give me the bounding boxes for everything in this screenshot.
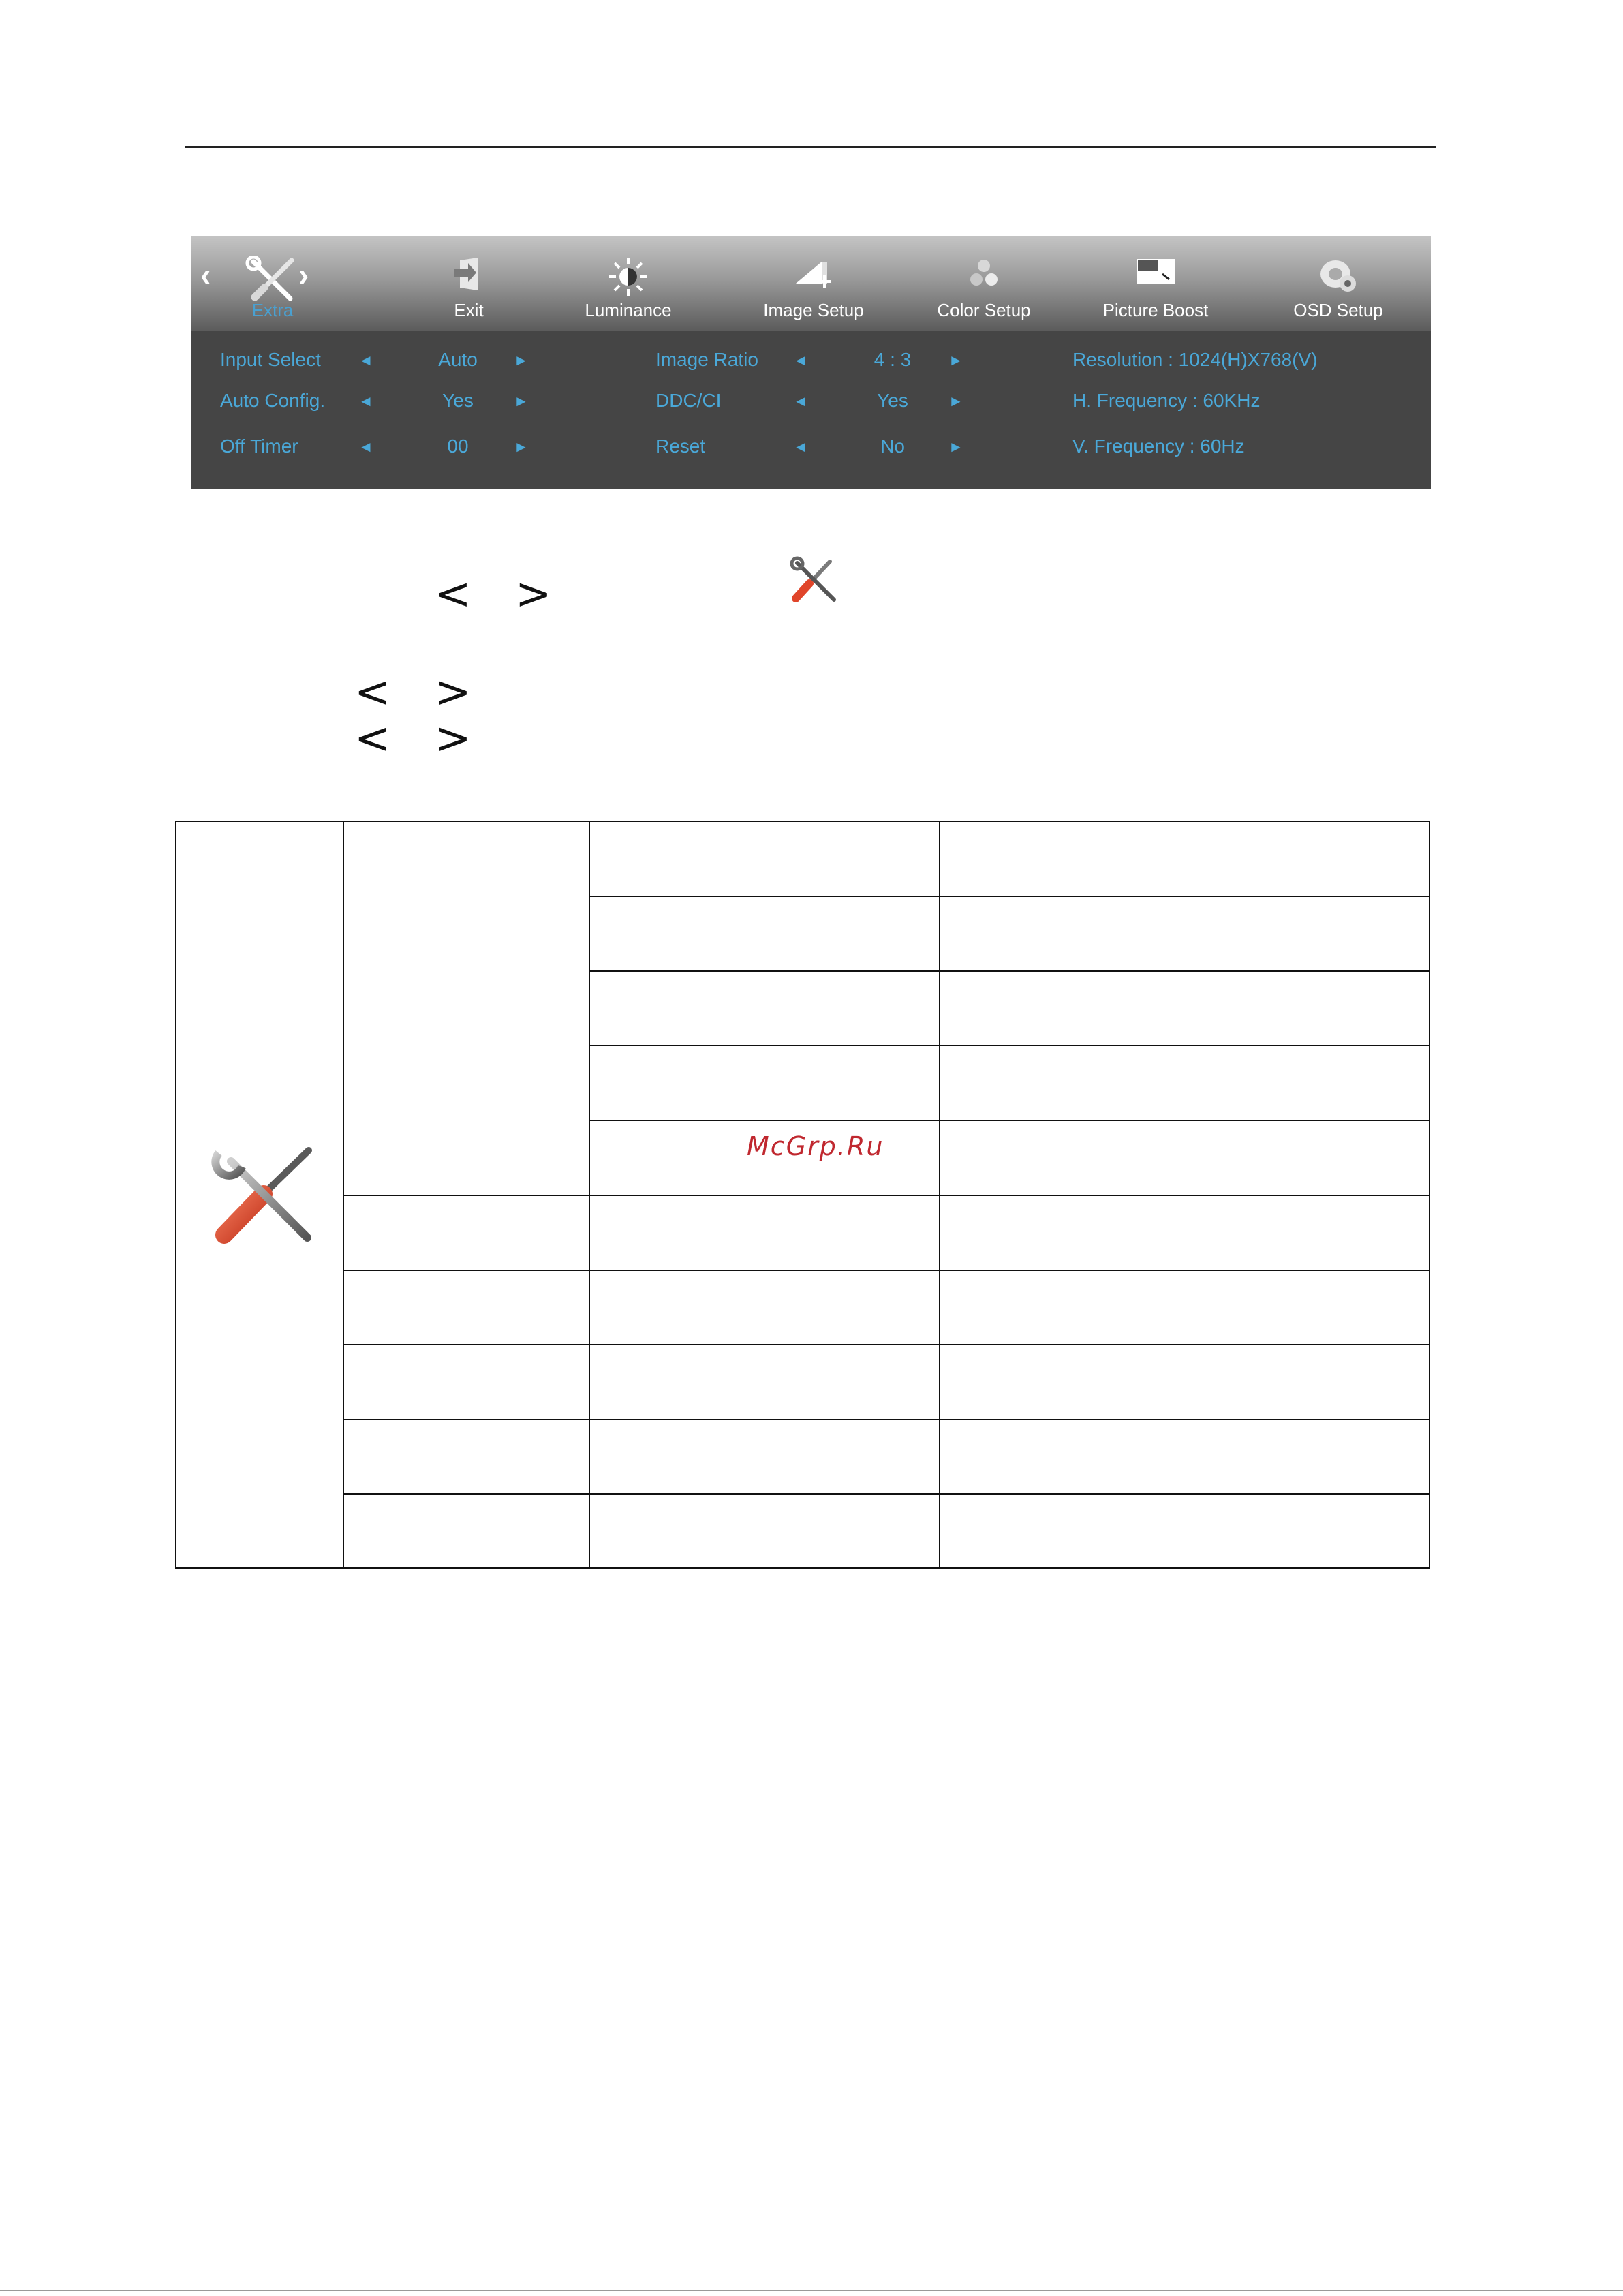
less-than-glyph: < bbox=[354, 714, 391, 764]
osd-setup-icon bbox=[1316, 256, 1360, 298]
setting-value-reset: No bbox=[880, 435, 905, 457]
arrow-right-icon[interactable]: ► bbox=[948, 393, 963, 410]
setting-value-image-ratio: 4 : 3 bbox=[874, 349, 912, 370]
table-border bbox=[175, 821, 176, 1569]
table-row-divider bbox=[589, 896, 1430, 897]
table-border bbox=[175, 1567, 1430, 1569]
tab-label: OSD Setup bbox=[1293, 300, 1383, 320]
nav-next-chevron-icon[interactable]: › bbox=[298, 257, 309, 292]
setting-value-auto-config: Yes bbox=[442, 390, 474, 411]
color-setup-icon bbox=[965, 256, 1002, 294]
table-row-divider bbox=[343, 1195, 1430, 1196]
nav-prev-chevron-icon[interactable]: ‹ bbox=[200, 257, 211, 292]
less-than-glyph: < bbox=[354, 667, 391, 718]
tools-icon bbox=[208, 1141, 317, 1253]
info-resolution: Resolution : 1024(H)X768(V) bbox=[1072, 349, 1318, 370]
setting-label-input-select: Input Select bbox=[220, 349, 321, 370]
table-row-divider bbox=[589, 1120, 1430, 1121]
osd-menu bbox=[191, 236, 1431, 489]
table-row-divider bbox=[589, 1045, 1430, 1046]
tab-image-setup[interactable] bbox=[732, 236, 895, 331]
osd-settings-panel bbox=[191, 331, 1431, 489]
arrow-right-icon[interactable]: ► bbox=[514, 352, 529, 369]
tab-extra[interactable] bbox=[191, 236, 354, 331]
extra-settings-table bbox=[175, 821, 1430, 1569]
tab-label: Exit bbox=[454, 300, 484, 320]
tab-label: Color Setup bbox=[937, 300, 1031, 320]
arrow-left-icon[interactable]: ◄ bbox=[793, 393, 808, 410]
arrow-right-icon[interactable]: ► bbox=[514, 393, 529, 410]
table-row-divider bbox=[343, 1270, 1430, 1271]
setting-value-off-timer: 00 bbox=[447, 435, 469, 457]
tab-label: Image Setup bbox=[763, 300, 864, 320]
picture-boost-icon bbox=[1135, 256, 1176, 290]
greater-than-glyph: > bbox=[435, 714, 472, 764]
setting-label-ddc-ci: DDC/CI bbox=[655, 390, 722, 411]
setting-label-auto-config: Auto Config. bbox=[220, 390, 326, 411]
table-row-divider bbox=[343, 1493, 1430, 1495]
sun-icon bbox=[608, 256, 649, 301]
osd-tab-bar bbox=[191, 236, 1431, 331]
tab-label: Luminance bbox=[585, 300, 672, 320]
setting-value-ddc-ci: Yes bbox=[877, 390, 908, 411]
tools-icon bbox=[789, 556, 841, 609]
arrow-left-icon[interactable]: ◄ bbox=[793, 352, 808, 369]
arrow-right-icon[interactable]: ► bbox=[948, 352, 963, 369]
tab-luminance[interactable] bbox=[546, 236, 710, 331]
arrow-left-icon[interactable]: ◄ bbox=[358, 393, 373, 410]
greater-than-glyph: > bbox=[435, 667, 472, 718]
table-row-divider bbox=[343, 1344, 1430, 1345]
setting-label-image-ratio: Image Ratio bbox=[655, 349, 758, 370]
tab-color-setup[interactable] bbox=[902, 236, 1066, 331]
tab-label: Picture Boost bbox=[1102, 300, 1209, 320]
info-v-frequency: V. Frequency : 60Hz bbox=[1072, 435, 1245, 457]
table-row-divider bbox=[589, 970, 1430, 972]
top-rule bbox=[185, 146, 1436, 148]
info-h-frequency: H. Frequency : 60KHz bbox=[1072, 390, 1261, 411]
image-setup-icon bbox=[792, 256, 835, 294]
bottom-rule bbox=[0, 2290, 1623, 2291]
arrow-left-icon[interactable]: ◄ bbox=[358, 352, 373, 369]
arrow-left-icon[interactable]: ◄ bbox=[793, 438, 808, 455]
watermark: McGrp.Ru bbox=[747, 1131, 884, 1161]
setting-label-off-timer: Off Timer bbox=[220, 435, 298, 457]
tab-picture-boost[interactable] bbox=[1074, 236, 1237, 331]
tab-exit[interactable] bbox=[387, 236, 551, 331]
less-than-glyph: < bbox=[435, 569, 472, 619]
table-row-divider bbox=[343, 1419, 1430, 1420]
setting-label-reset: Reset bbox=[655, 435, 706, 457]
tab-osd-setup[interactable] bbox=[1256, 236, 1420, 331]
arrow-left-icon[interactable]: ◄ bbox=[358, 438, 373, 455]
tab-label: Extra bbox=[251, 300, 294, 320]
setting-value-input-select: Auto bbox=[438, 349, 478, 370]
arrow-right-icon[interactable]: ► bbox=[948, 438, 963, 455]
exit-icon bbox=[452, 256, 486, 296]
greater-than-glyph: > bbox=[515, 569, 552, 619]
arrow-right-icon[interactable]: ► bbox=[514, 438, 529, 455]
table-border bbox=[175, 821, 1430, 822]
